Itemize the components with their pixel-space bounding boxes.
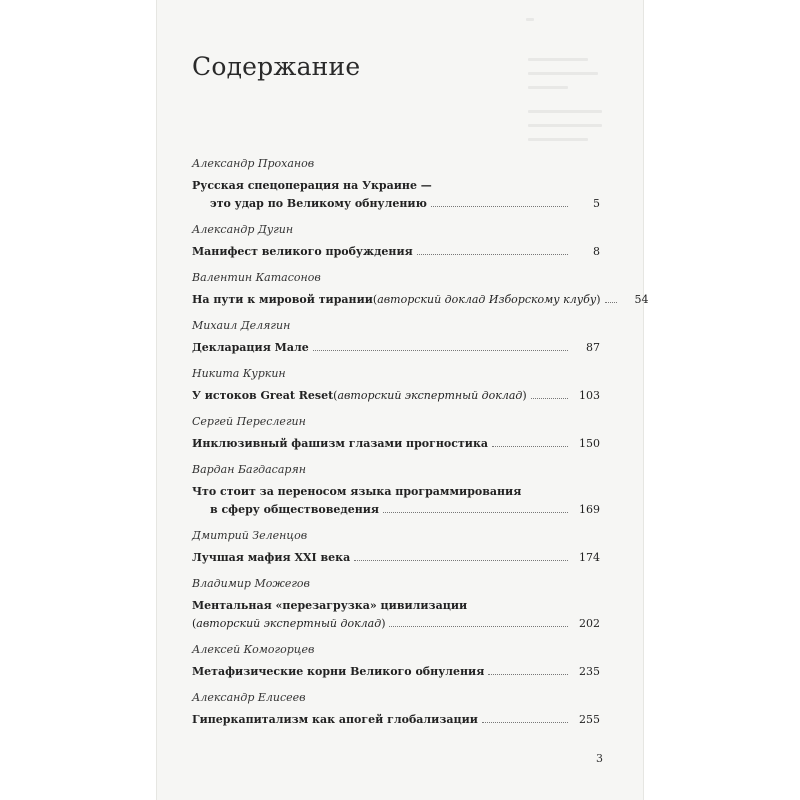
toc-entry	[192, 366, 600, 405]
bleed-through-mark	[528, 124, 602, 127]
toc-title-row[interactable]	[192, 387, 600, 405]
toc-page-number: 235	[579, 665, 600, 678]
toc-title-row[interactable]	[192, 615, 600, 633]
toc-title-line[interactable]: Ментальная «перезагрузка» цивилизации	[192, 599, 468, 612]
toc-author: Валентин Катасонов	[192, 271, 321, 284]
toc-note: авторский доклад Изборскому клубу	[377, 293, 597, 306]
toc-title-row[interactable]	[192, 195, 600, 213]
toc-entry	[192, 156, 600, 213]
leader-dots	[482, 722, 568, 723]
toc-entry	[192, 222, 600, 261]
toc-title-row[interactable]	[192, 243, 600, 261]
note-paren-close: )	[522, 389, 527, 402]
toc-entry	[192, 270, 649, 309]
bleed-through-mark	[528, 138, 588, 141]
toc-title-line: Гиперкапитализм как апогей глобализации	[192, 713, 478, 726]
leader-dots	[354, 560, 568, 561]
toc-note: авторский экспертный доклад	[337, 389, 523, 402]
leader-dots	[389, 626, 568, 627]
toc-page-number: 255	[579, 713, 600, 726]
page-number: 3	[596, 752, 603, 765]
toc-page-number: 174	[579, 551, 600, 564]
toc-title-line: в сферу обществоведения	[210, 503, 380, 516]
toc-author: Никита Куркин	[192, 367, 286, 380]
toc-note: авторский экспертный доклад	[196, 617, 382, 630]
toc-title-line: Лучшая мафия XXI века	[192, 551, 351, 564]
toc-entry	[192, 576, 600, 633]
toc-author: Дмитрий Зеленцов	[192, 529, 308, 542]
toc-author: Вардан Багдасарян	[192, 463, 306, 476]
toc-author: Александр Проханов	[192, 157, 315, 170]
leader-dots	[492, 446, 568, 447]
leader-dots	[488, 674, 568, 675]
leader-dots	[605, 302, 617, 303]
toc-entry	[192, 528, 600, 567]
toc-title-line[interactable]: Что стоит за переносом языка программирования	[192, 485, 522, 498]
toc-title-row[interactable]	[192, 501, 600, 519]
toc-title-line: У истоков Great Reset	[192, 389, 334, 402]
bleed-through-mark	[528, 86, 568, 89]
note-paren-open: (	[372, 293, 378, 306]
toc-entry	[192, 318, 600, 357]
toc-author: Владимир Можегов	[192, 577, 310, 590]
leader-dots	[383, 512, 568, 513]
toc-page-number: 8	[593, 245, 600, 258]
leader-dots	[313, 350, 568, 351]
toc-title-row[interactable]	[192, 435, 600, 453]
bleed-through-mark	[528, 72, 598, 75]
toc-author: Александр Елисеев	[192, 691, 306, 704]
toc-page-number: 5	[593, 197, 600, 210]
page-title: Содержание	[192, 52, 361, 81]
bleed-through-mark	[528, 58, 588, 61]
toc-title-line: Декларация Мале	[192, 341, 309, 354]
toc-title-line: Инклюзивный фашизм глазами прогностика	[192, 437, 489, 450]
toc-entry	[192, 414, 600, 453]
toc-title-row[interactable]	[192, 291, 649, 309]
toc-page-number: 202	[579, 617, 600, 630]
toc-author: Алексей Комогорцев	[192, 643, 315, 656]
toc-page-number: 54	[634, 293, 649, 306]
leader-dots	[431, 206, 568, 207]
toc-title-line[interactable]: Русская спецоперация на Украине —	[192, 179, 432, 192]
toc-page-number: 150	[579, 437, 600, 450]
toc-entry	[192, 690, 600, 729]
toc-author: Александр Дугин	[192, 223, 294, 236]
toc-entry	[192, 642, 600, 681]
toc-title-row[interactable]	[192, 711, 600, 729]
note-paren-close: )	[381, 617, 386, 630]
toc-page-number: 103	[579, 389, 600, 402]
toc-title-line: На пути к мировой тирании	[192, 293, 373, 306]
note-paren-open: (	[333, 389, 338, 402]
toc-title-line: Метафизические корни Великого обнуления	[192, 665, 485, 678]
leader-dots	[531, 398, 568, 399]
toc-title-line: это удар по Великому обнулению	[210, 197, 427, 210]
table-of-contents	[192, 156, 649, 738]
book-page	[156, 0, 649, 800]
note-paren-open: (	[192, 617, 197, 630]
toc-author: Сергей Переслегин	[192, 415, 306, 428]
toc-title-line: Манифест великого пробуждения	[192, 245, 413, 258]
toc-title-row[interactable]	[192, 549, 600, 567]
toc-entry	[192, 462, 600, 519]
toc-title-row[interactable]	[192, 663, 600, 681]
toc-title-row[interactable]	[192, 339, 600, 357]
leader-dots	[417, 254, 568, 255]
toc-page-number: 169	[579, 503, 600, 516]
note-paren-close: )	[596, 293, 601, 306]
toc-author: Михаил Делягин	[192, 319, 291, 332]
toc-page-number: 87	[586, 341, 600, 354]
bleed-through-mark	[526, 18, 534, 21]
bleed-through-mark	[528, 110, 602, 113]
